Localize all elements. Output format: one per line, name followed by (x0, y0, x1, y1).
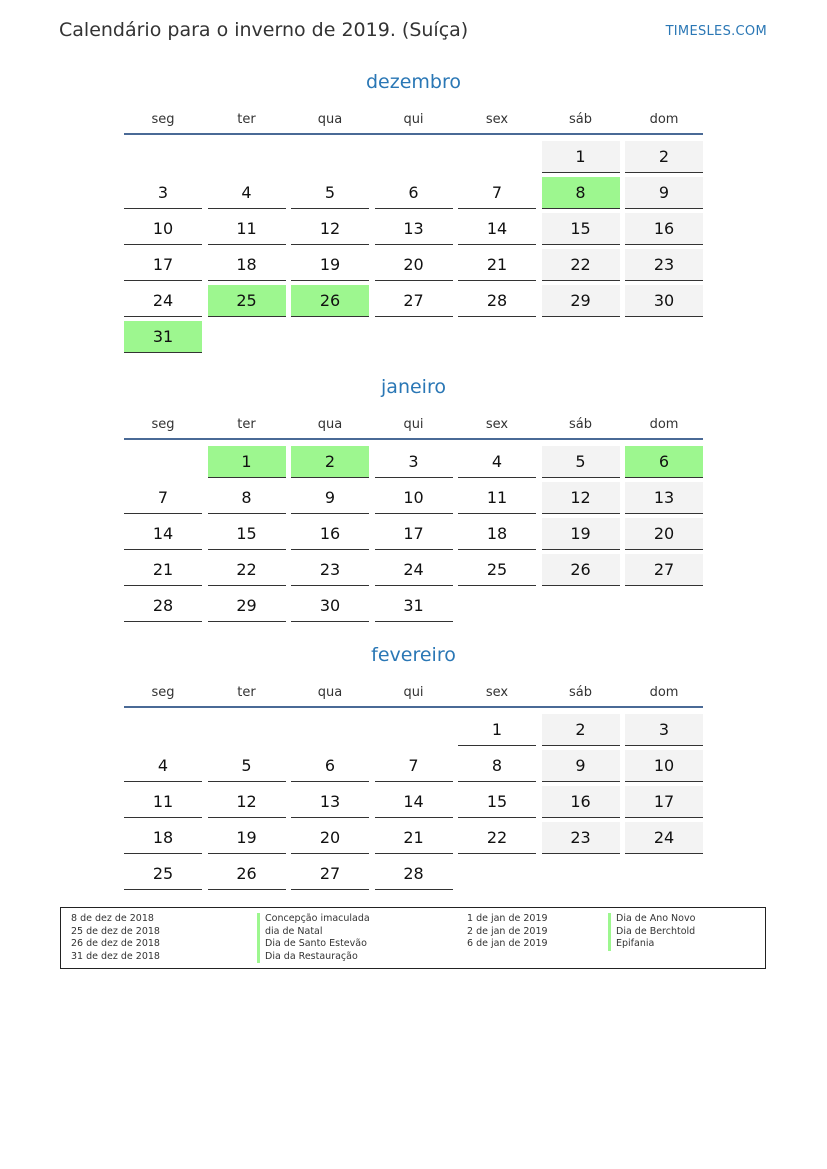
weekday-label: dom (649, 416, 679, 432)
empty-cell (208, 714, 286, 746)
month-january (124, 374, 703, 624)
day-cell[interactable]: 17 (625, 786, 703, 818)
day-cell[interactable]: 27 (291, 858, 369, 890)
month-name: janeiro (381, 376, 446, 398)
day-cell[interactable]: 9 (542, 750, 620, 782)
day-cell[interactable]: 3 (124, 177, 202, 209)
day-cell[interactable]: 7 (458, 177, 536, 209)
weekday-label: dom (649, 111, 679, 127)
day-cell[interactable]: 18 (124, 822, 202, 854)
week-row (124, 784, 703, 820)
weekday-label: seg (151, 111, 175, 127)
month-name: fevereiro (371, 644, 456, 666)
day-cell[interactable]: 5 (542, 446, 620, 478)
day-cell[interactable]: 25 (124, 858, 202, 890)
day-cell[interactable]: 28 (124, 590, 202, 622)
weekday-label: sáb (569, 111, 592, 127)
day-cell[interactable]: 21 (458, 249, 536, 281)
day-cell[interactable]: 2 (542, 714, 620, 746)
legend-holiday-name: Dia de Berchtold (608, 926, 695, 939)
weekday-label: ter (237, 684, 256, 700)
day-cell[interactable]: 7 (124, 482, 202, 514)
month-name: dezembro (366, 71, 461, 93)
day-cell[interactable]: 24 (625, 822, 703, 854)
header-divider (124, 133, 703, 135)
day-cell[interactable]: 11 (124, 786, 202, 818)
day-cell[interactable]: 27 (375, 285, 453, 317)
day-cell[interactable]: 25 (458, 554, 536, 586)
legend-dates-left (71, 913, 160, 963)
empty-cell (542, 590, 620, 622)
weekday-label: ter (237, 416, 256, 432)
weekday-header (124, 678, 703, 706)
week-row (124, 283, 703, 319)
day-cell[interactable]: 28 (375, 858, 453, 890)
week-row (124, 748, 703, 784)
day-cell[interactable]: 7 (375, 750, 453, 782)
day-cell[interactable]: 16 (542, 786, 620, 818)
week-row (124, 480, 703, 516)
legend-holiday-date: 2 de jan de 2019 (467, 925, 548, 937)
holiday-day-cell[interactable]: 25 (208, 285, 286, 317)
day-cell[interactable]: 15 (458, 786, 536, 818)
day-cell[interactable]: 14 (375, 786, 453, 818)
empty-cell (458, 321, 536, 353)
empty-cell (375, 321, 453, 353)
day-cell[interactable]: 19 (208, 822, 286, 854)
weekday-label: seg (151, 684, 175, 700)
legend-holiday-name: Dia de Santo Estevão (257, 938, 370, 951)
legend-holiday-date: 8 de dez de 2018 (71, 913, 154, 924)
week-row (124, 175, 703, 211)
header-divider (124, 438, 703, 440)
holiday-legend (60, 907, 766, 969)
day-cell[interactable]: 17 (124, 249, 202, 281)
empty-cell (124, 714, 202, 746)
week-row (124, 139, 703, 175)
day-cell[interactable]: 10 (375, 482, 453, 514)
weekday-label: sex (485, 111, 509, 127)
holiday-day-cell[interactable]: 6 (625, 446, 703, 478)
day-cell[interactable]: 31 (375, 590, 453, 622)
day-cell[interactable]: 18 (208, 249, 286, 281)
page-title: Calendário para o inverno de 2019. (Suíça) (59, 19, 469, 41)
day-cell[interactable]: 30 (625, 285, 703, 317)
empty-cell (458, 141, 536, 173)
empty-cell (458, 590, 536, 622)
empty-cell (291, 321, 369, 353)
holiday-day-cell[interactable]: 8 (542, 177, 620, 209)
legend-names-right (608, 913, 695, 951)
weekday-label: seg (151, 416, 175, 432)
empty-cell (291, 714, 369, 746)
day-cell[interactable]: 24 (124, 285, 202, 317)
legend-holiday-date: 25 de dez de 2018 (71, 925, 160, 937)
day-cell[interactable]: 29 (208, 590, 286, 622)
month-december (124, 69, 703, 355)
day-cell[interactable]: 18 (458, 518, 536, 550)
day-cell[interactable]: 13 (625, 482, 703, 514)
day-cell[interactable]: 27 (625, 554, 703, 586)
day-cell[interactable]: 5 (208, 750, 286, 782)
day-cell[interactable]: 12 (208, 786, 286, 818)
empty-cell (625, 590, 703, 622)
legend-holiday-name: Epifania (608, 938, 695, 951)
legend-holiday-date: 1 de jan de 2019 (467, 913, 548, 924)
weekday-label: ter (237, 111, 256, 127)
day-cell[interactable]: 26 (542, 554, 620, 586)
day-cell[interactable]: 1 (542, 141, 620, 173)
legend-holiday-date: 31 de dez de 2018 (71, 950, 160, 962)
day-cell[interactable]: 23 (625, 249, 703, 281)
week-row (124, 712, 703, 748)
day-cell[interactable]: 13 (291, 786, 369, 818)
day-cell[interactable]: 11 (208, 213, 286, 245)
day-cell[interactable]: 20 (625, 518, 703, 550)
day-cell[interactable]: 9 (291, 482, 369, 514)
day-cell[interactable]: 16 (291, 518, 369, 550)
day-cell[interactable]: 13 (375, 213, 453, 245)
empty-cell (458, 858, 536, 890)
weekday-label: qua (317, 684, 343, 700)
day-cell[interactable]: 20 (375, 249, 453, 281)
day-cell[interactable]: 15 (208, 518, 286, 550)
week-row (124, 444, 703, 480)
day-cell[interactable]: 16 (625, 213, 703, 245)
day-cell[interactable]: 9 (625, 177, 703, 209)
day-cell[interactable]: 8 (208, 482, 286, 514)
legend-holiday-name: Concepção imaculada (257, 913, 370, 926)
day-cell[interactable]: 21 (124, 554, 202, 586)
day-cell[interactable]: 1 (458, 714, 536, 746)
legend-holiday-date: 26 de dez de 2018 (71, 938, 160, 950)
day-cell[interactable]: 28 (458, 285, 536, 317)
day-cell[interactable]: 26 (208, 858, 286, 890)
day-cell[interactable]: 23 (542, 822, 620, 854)
day-cell[interactable]: 19 (291, 249, 369, 281)
empty-cell (625, 321, 703, 353)
weekday-label: sex (485, 416, 509, 432)
weekday-label: dom (649, 684, 679, 700)
day-cell[interactable]: 21 (375, 822, 453, 854)
day-cell[interactable]: 29 (542, 285, 620, 317)
month-february (124, 642, 703, 892)
day-cell[interactable]: 6 (291, 750, 369, 782)
week-row (124, 211, 703, 247)
day-cell[interactable]: 22 (458, 822, 536, 854)
week-row (124, 588, 703, 624)
weekday-label: qua (317, 111, 343, 127)
week-row (124, 516, 703, 552)
empty-cell (124, 446, 202, 478)
day-cell[interactable]: 24 (375, 554, 453, 586)
day-cell[interactable]: 5 (291, 177, 369, 209)
week-row (124, 856, 703, 892)
empty-cell (542, 858, 620, 890)
empty-cell (542, 321, 620, 353)
day-cell[interactable]: 23 (291, 554, 369, 586)
holiday-day-cell[interactable]: 2 (291, 446, 369, 478)
legend-holiday-name: Dia da Restauração (257, 951, 370, 964)
day-cell[interactable]: 30 (291, 590, 369, 622)
weekday-label: qui (403, 111, 424, 127)
brand-link[interactable]: TIMESLES.COM (665, 24, 767, 39)
empty-cell (375, 141, 453, 173)
weekday-label: sáb (569, 684, 592, 700)
day-cell[interactable]: 4 (208, 177, 286, 209)
day-cell[interactable]: 14 (124, 518, 202, 550)
empty-cell (291, 141, 369, 173)
weekday-label: qui (403, 684, 424, 700)
empty-cell (208, 141, 286, 173)
week-row (124, 319, 703, 355)
empty-cell (124, 141, 202, 173)
day-cell[interactable]: 11 (458, 482, 536, 514)
week-row (124, 820, 703, 856)
empty-cell (625, 858, 703, 890)
day-cell[interactable]: 14 (458, 213, 536, 245)
day-cell[interactable]: 15 (542, 213, 620, 245)
day-cell[interactable]: 20 (291, 822, 369, 854)
week-row (124, 247, 703, 283)
day-cell[interactable]: 22 (208, 554, 286, 586)
day-cell[interactable]: 6 (375, 177, 453, 209)
empty-cell (375, 714, 453, 746)
day-cell[interactable]: 10 (124, 213, 202, 245)
day-cell[interactable]: 10 (625, 750, 703, 782)
day-cell[interactable]: 2 (625, 141, 703, 173)
day-cell[interactable]: 17 (375, 518, 453, 550)
day-cell[interactable]: 19 (542, 518, 620, 550)
legend-dates-right (467, 913, 548, 951)
day-cell[interactable]: 3 (375, 446, 453, 478)
day-cell[interactable]: 22 (542, 249, 620, 281)
holiday-day-cell[interactable]: 26 (291, 285, 369, 317)
day-cell[interactable]: 12 (542, 482, 620, 514)
day-cell[interactable]: 4 (124, 750, 202, 782)
weekday-label: qui (403, 416, 424, 432)
holiday-day-cell[interactable]: 1 (208, 446, 286, 478)
day-cell[interactable]: 4 (458, 446, 536, 478)
legend-holiday-name: Dia de Ano Novo (608, 913, 695, 926)
weekday-label: sex (485, 684, 509, 700)
legend-names-left (257, 913, 370, 963)
weekday-label: qua (317, 416, 343, 432)
empty-cell (208, 321, 286, 353)
legend-holiday-date: 6 de jan de 2019 (467, 938, 548, 950)
week-row (124, 552, 703, 588)
weekday-header (124, 410, 703, 438)
weekday-header (124, 105, 703, 133)
holiday-day-cell[interactable]: 31 (124, 321, 202, 353)
weekday-label: sáb (569, 416, 592, 432)
day-cell[interactable]: 12 (291, 213, 369, 245)
legend-holiday-name: dia de Natal (257, 926, 370, 939)
day-cell[interactable]: 8 (458, 750, 536, 782)
header-divider (124, 706, 703, 708)
day-cell[interactable]: 3 (625, 714, 703, 746)
